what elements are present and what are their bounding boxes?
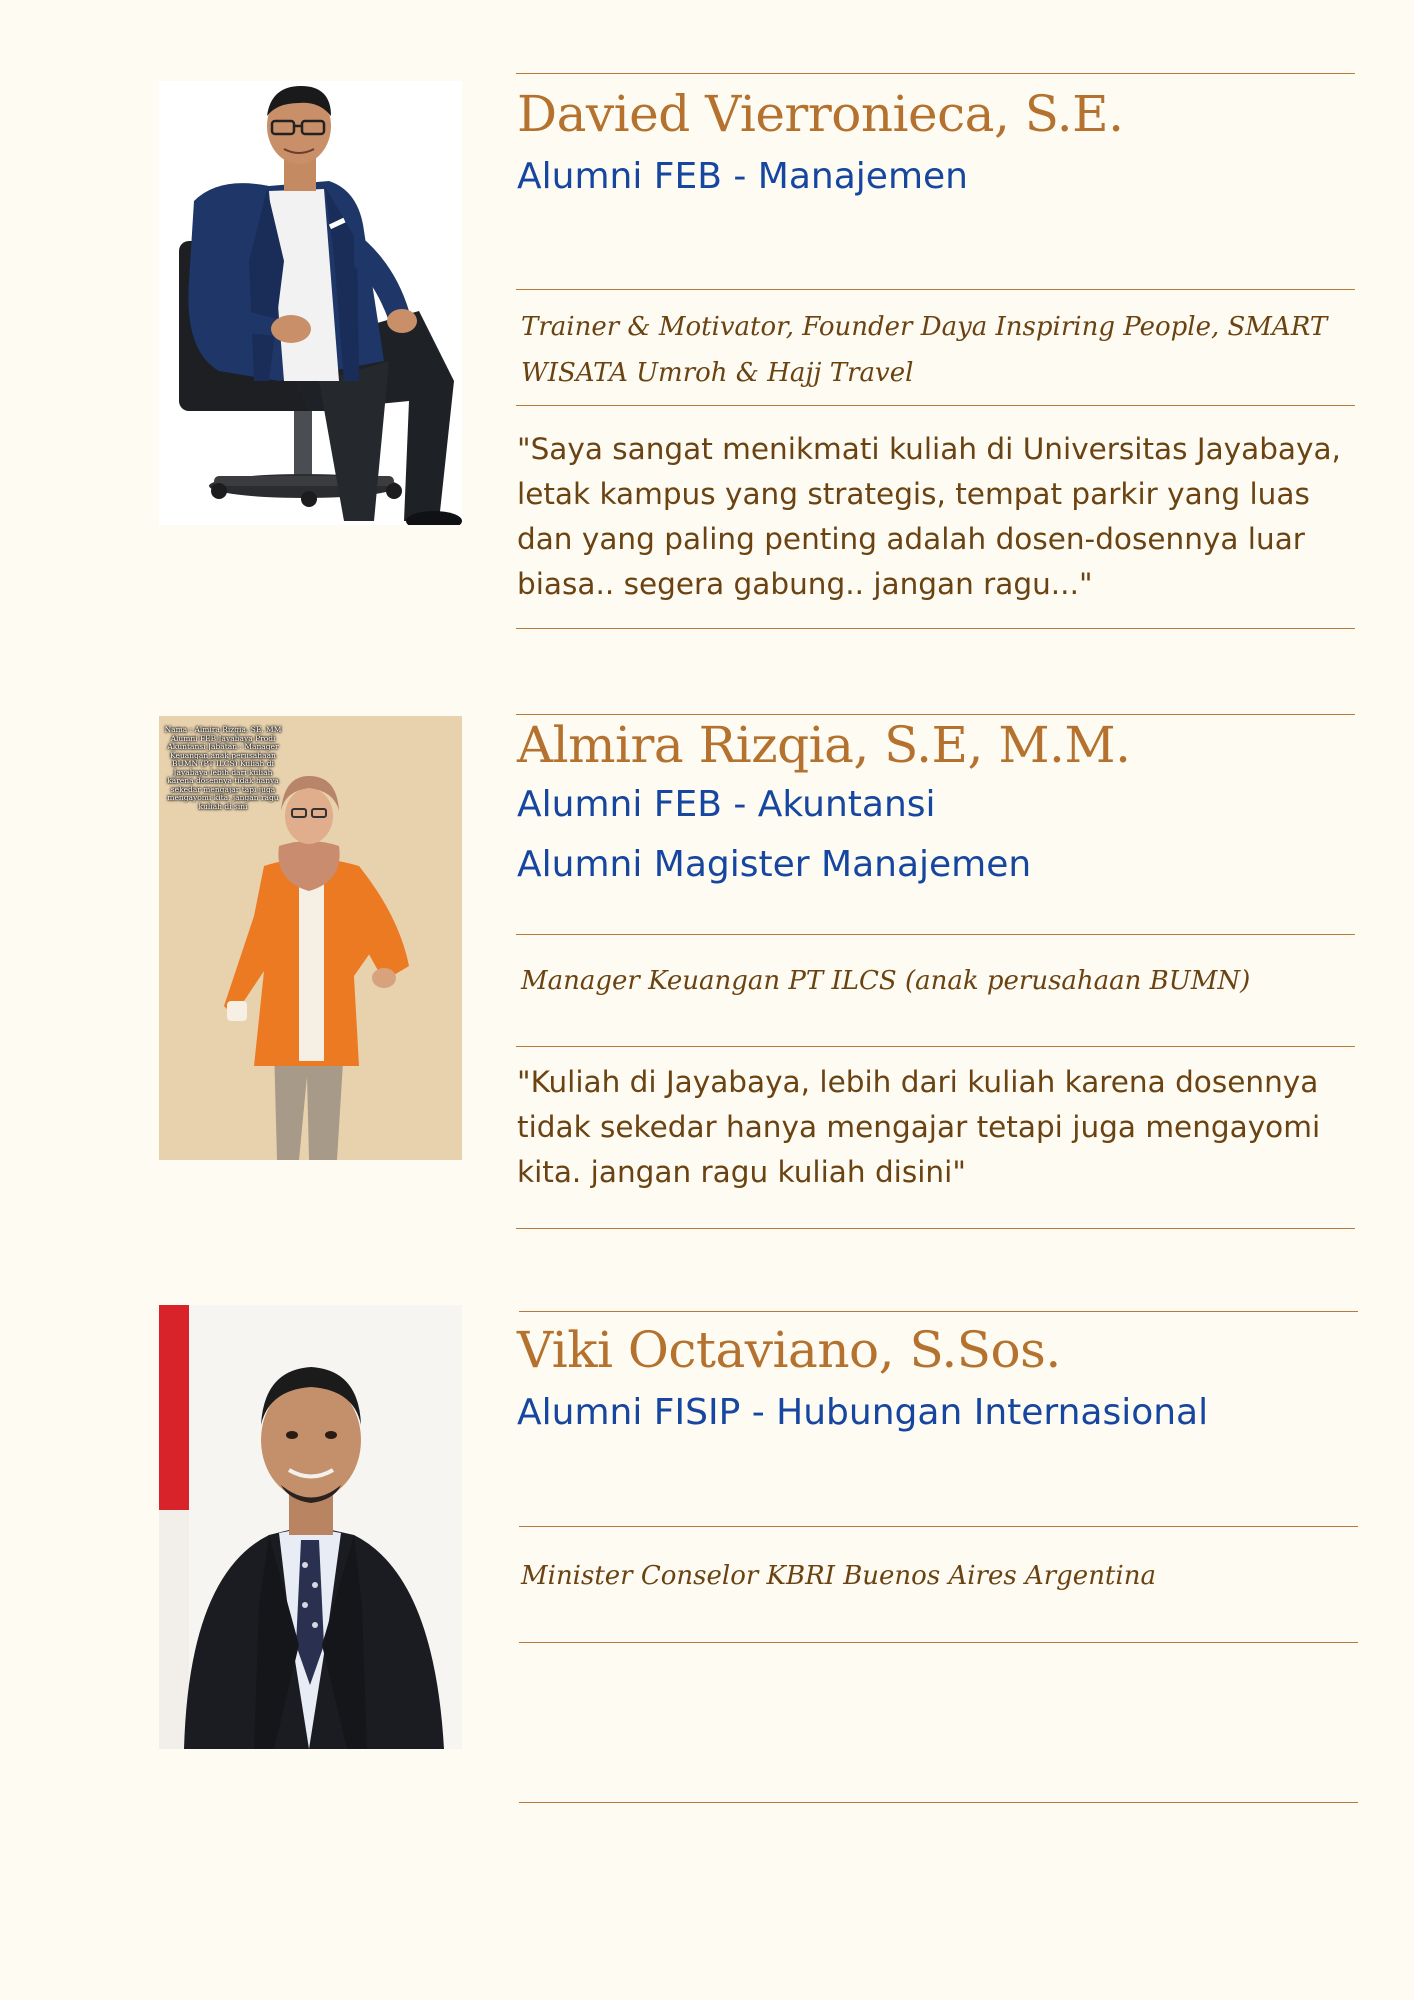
- alumni-photo: [159, 1305, 462, 1749]
- alumni-role: Manager Keuangan PT ILCS (anak perusahaan BUMN): [521, 966, 1251, 996]
- divider: [516, 934, 1355, 935]
- alumni-name: Viki Octaviano, S.Sos.: [517, 1321, 1061, 1379]
- divider: [519, 1311, 1358, 1312]
- alumni-photo: [159, 81, 462, 525]
- alumni-role: Trainer & Motivator, Founder Daya Inspiring People, SMART WISATA Umroh & Hajj Travel: [521, 312, 1328, 388]
- divider: [519, 1526, 1358, 1527]
- divider: [516, 1228, 1355, 1229]
- alumni-name: Almira Rizqia, S.E, M.M.: [517, 716, 1131, 774]
- alumni-program: Alumni FISIP - Hubungan Internasional: [517, 1392, 1209, 1433]
- alumni-program: Alumni FEB - Manajemen: [517, 156, 968, 197]
- divider: [516, 628, 1355, 629]
- man-seated-on-chair-photo: [159, 81, 462, 525]
- alumni-role: Minister Conselor KBRI Buenos Aires Argentina: [521, 1561, 1156, 1591]
- divider: [516, 1046, 1355, 1047]
- alumni-program: Alumni FEB - Akuntansi: [517, 784, 936, 825]
- divider: [516, 405, 1355, 406]
- alumni-name: Davied Vierronieca, S.E.: [517, 85, 1124, 143]
- photo-caption: Nama : Almira Rizqia, SE, MM Alumni FEB Jayabaya Prodi Akuntansi Jabatan : Manager Keuangan anak perusahaan BUMN (PT ILCS) Kuliah di Jayabaya lebih dari kuliah karena dosennya tidak hanya sekedar mengajar tapi juga mengayomi kita. jangan ragu kuliah di sini: [164, 725, 282, 811]
- divider: [519, 1642, 1358, 1643]
- alumni-quote: "Kuliah di Jayabaya, lebih dari kuliah karena dosennya tidak sekedar hanya mengajar tetapi juga mengayomi kita. jangan ragu kuliah disini": [517, 1065, 1321, 1189]
- divider: [516, 73, 1355, 74]
- alumni-photo: [159, 716, 462, 1160]
- alumni-program: Alumni Magister Manajemen: [517, 844, 1032, 885]
- man-in-suit-portrait-photo: [159, 1305, 462, 1749]
- divider: [516, 289, 1355, 290]
- alumni-quote: "Saya sangat menikmati kuliah di Universitas Jayabaya, letak kampus yang strategis, tempat parkir yang luas dan yang paling penting adalah dosen-dosennya luar biasa.. segera gabung.. jangan ragu...": [517, 432, 1341, 601]
- divider: [519, 1802, 1358, 1803]
